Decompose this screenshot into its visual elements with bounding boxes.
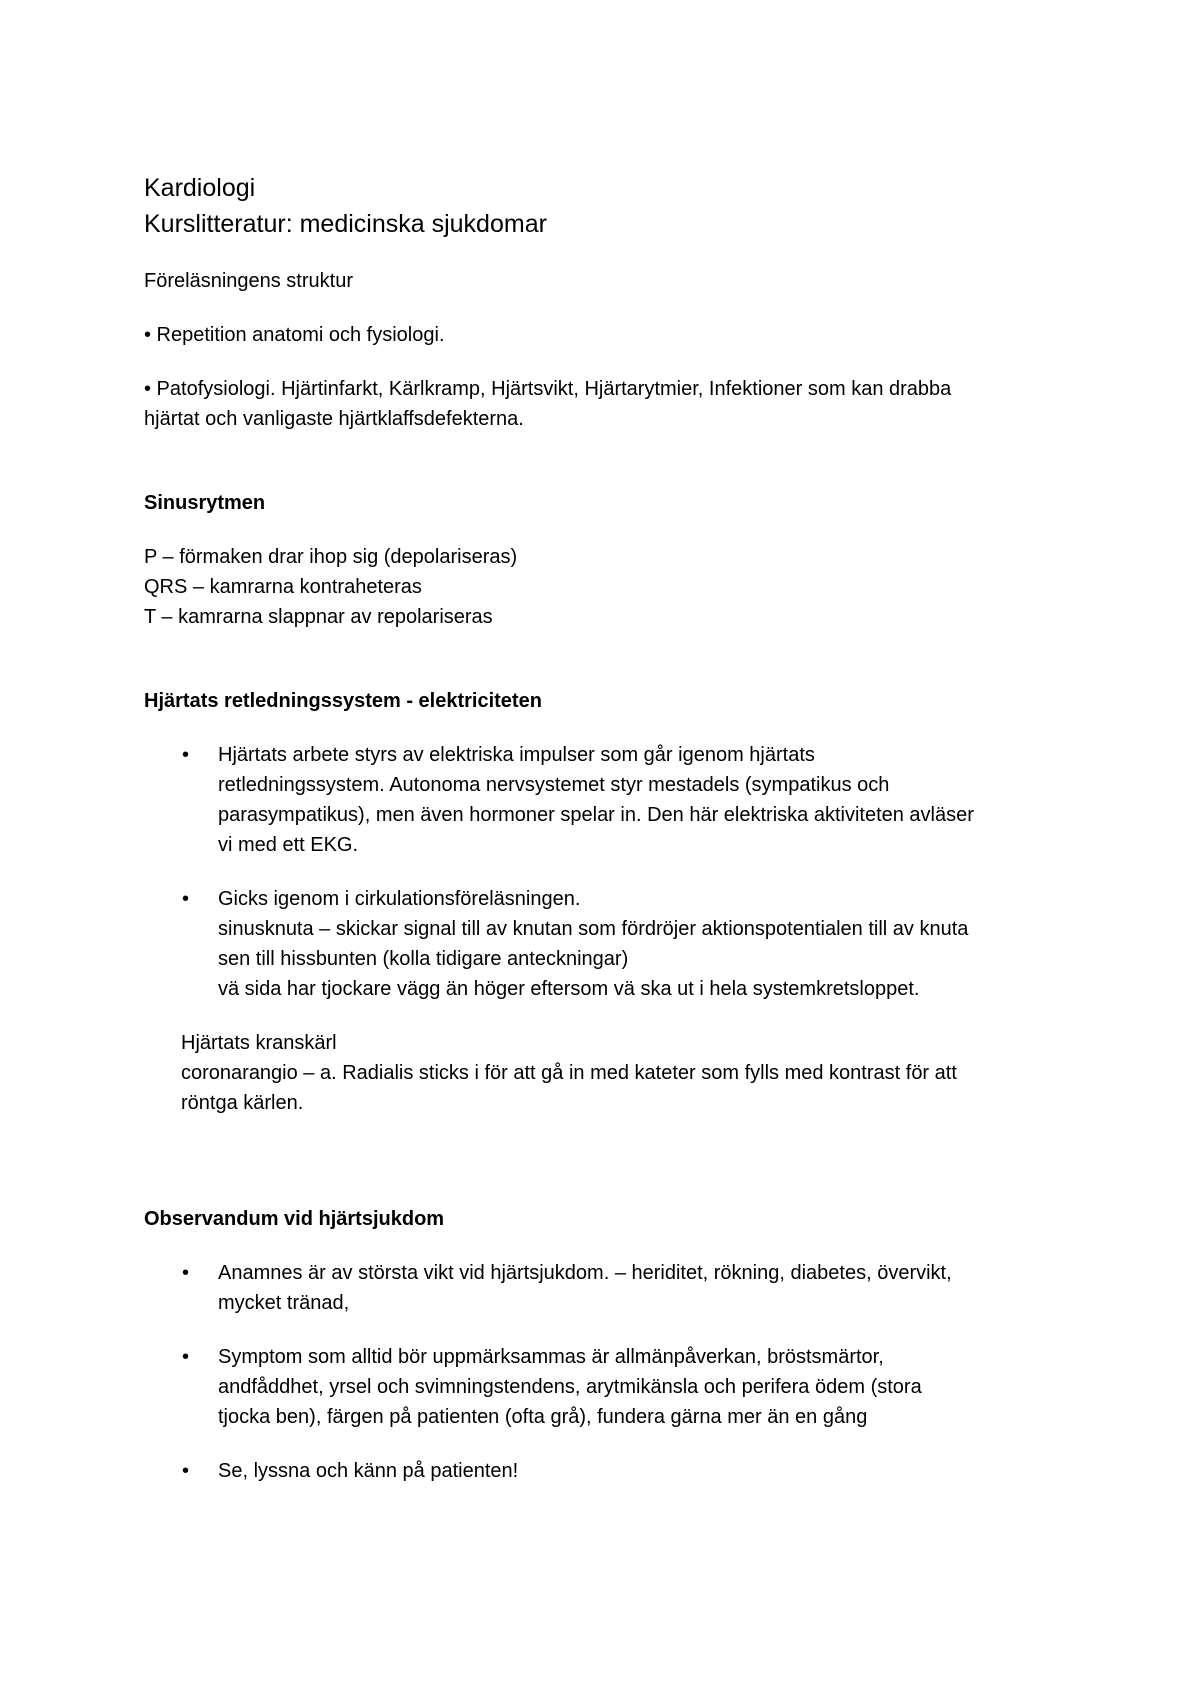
conduction-b2-line3: sen till hissbunten (kolla tidigare anteckningar) [218,948,629,970]
list-item [144,1258,1064,1318]
spacer [144,1318,1064,1342]
bullet-icon: • [182,744,190,766]
coronary-heading: Hjärtats kranskärl [181,1032,337,1054]
list-item [144,1456,1064,1486]
obs-b2-line2: andfåddhet, yrsel och svimningstendens, arytmikänsla och perifera ödem (stora [218,1376,922,1398]
list-item [144,740,1064,860]
bullet-icon: • [182,1262,190,1284]
conduction-b2-line1: Gicks igenom i cirkulationsföreläsningen. [218,888,581,910]
list-item [144,1342,1064,1432]
document-subtitle: Kurslitteratur: medicinska sjukdomar [144,210,547,238]
conduction-b1-line2: retledningssystem. Autonoma nervsystemet styr mestadels (sympatikus och [218,774,890,796]
conduction-b1-line3: parasympatikus), men även hormoner spelar in. Den här elektriska aktiviteten avläser [218,804,974,826]
conduction-b1-line1: Hjärtats arbete styrs av elektriska impulser som går igenom hjärtats [218,744,815,766]
bullet-icon: • [182,888,190,910]
spacer [144,1432,1064,1456]
document-body [144,170,1064,1486]
conduction-b2-line2: sinusknuta – skickar signal till av knutan som fördröjer aktionspotentialen till av knuta [218,918,969,940]
structure-item-2: • Patofysiologi. Hjärtinfarkt, Kärlkramp, Hjärtsvikt, Hjärtarytmier, Infektioner som kan drabba [144,378,952,400]
sinus-line-t: T – kamrarna slappnar av repolariseras [144,606,493,628]
obs-b1-line1: Anamnes är av största vikt vid hjärtsjukdom. – heriditet, rökning, diabetes, övervikt, [218,1262,952,1284]
spacer [144,860,1064,884]
obs-b1-line2: mycket tränad, [218,1292,350,1314]
observations-list [144,1258,1064,1486]
coronary-line2: röntga kärlen. [181,1092,304,1114]
bullet-icon: • [182,1460,190,1482]
observations-heading: Observandum vid hjärtsjukdom [144,1208,445,1230]
conduction-list [144,740,1064,1004]
list-item [144,884,1064,1004]
conduction-b1-line4: vi med ett EKG. [218,834,359,856]
sinus-line-qrs: QRS – kamrarna kontraheteras [144,576,422,598]
bullet-icon: • [182,1346,190,1368]
structure-heading: Föreläsningens struktur [144,270,353,292]
obs-b3-line1: Se, lyssna och känn på patienten! [218,1460,519,1482]
structure-item-2-cont: hjärtat och vanligaste hjärtklaffsdefekterna. [144,408,524,430]
sinus-line-p: P – förmaken drar ihop sig (depolariseras) [144,546,518,568]
obs-b2-line1: Symptom som alltid bör uppmärksammas är allmänpåverkan, bröstsmärtor, [218,1346,884,1368]
conduction-heading: Hjärtats retledningssystem - elektriciteten [144,690,542,712]
coronary-block [144,1028,1064,1118]
coronary-line1: coronarangio – a. Radialis sticks i för att gå in med kateter som fylls med kontrast för att [181,1062,957,1084]
document-title: Kardiologi [144,174,256,202]
conduction-b2-line4: vä sida har tjockare vägg än höger eftersom vä ska ut i hela systemkretsloppet. [218,978,920,1000]
structure-item-1: • Repetition anatomi och fysiologi. [144,324,445,346]
sinus-heading: Sinusrytmen [144,492,266,514]
obs-b2-line3: tjocka ben), färgen på patienten (ofta grå), fundera gärna mer än en gång [218,1406,868,1428]
